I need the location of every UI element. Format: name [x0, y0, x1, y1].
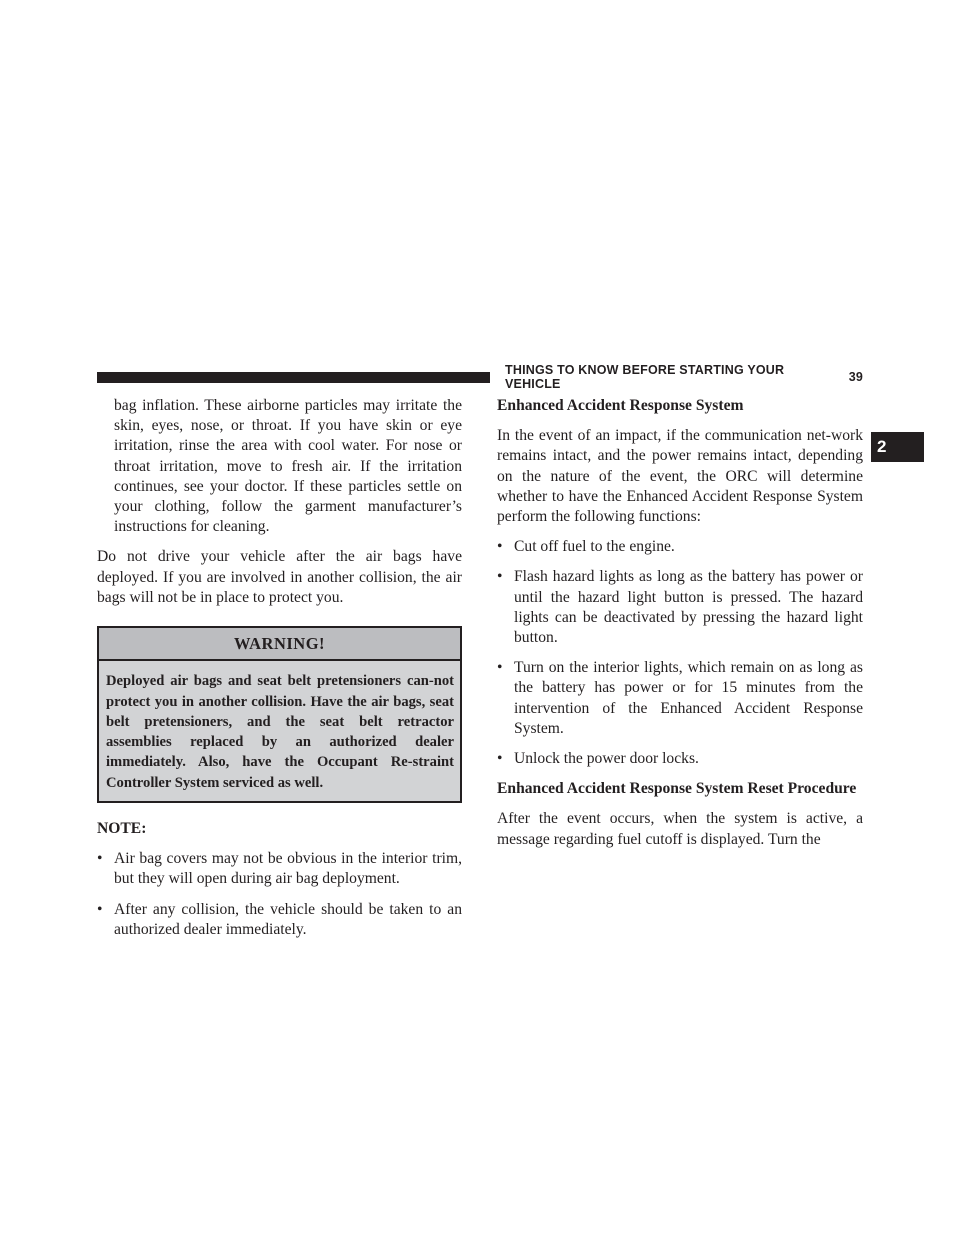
bullet-glyph: • — [497, 538, 503, 556]
continued-paragraph: bag inflation. These airborne particles may irritate the skin, eyes, nose, or throat. If you have skin or eye irritation, rinse the area with cool water. For nose or throat irritation, move to fresh air. If the irritation continues, see your doctor. If these particles settle on your clothing, follow the garment manufacturer’s instructions for cleaning. — [114, 397, 462, 536]
running-head — [497, 363, 863, 391]
function-bullet-text: Turn on the interior lights, which remain on as long as the battery has power or for 15 minutes from the intervention of the Enhanced Accident Response System. — [514, 659, 863, 737]
page-number: 39 — [839, 370, 863, 384]
note-bullet-text: Air bag covers may not be obvious in the interior trim, but they will open during air bag deployment. — [114, 850, 462, 888]
running-title: THINGS TO KNOW BEFORE STARTING YOUR VEHICLE — [497, 363, 839, 391]
section-heading: Enhanced Accident Response System — [497, 397, 744, 414]
bullet-glyph: • — [497, 659, 503, 677]
list-item — [497, 749, 863, 769]
paragraph: Do not drive your vehicle after the air bags have deployed. If you are involved in another collision, the air bags will not be in place to protect you. — [97, 548, 462, 606]
warning-title: WARNING! — [99, 628, 460, 661]
header-rule-left — [97, 372, 490, 383]
note-label: NOTE: — [97, 820, 147, 838]
list-item — [497, 567, 863, 648]
note-bullet-text: After any collision, the vehicle should be taken to an authorized dealer immediately. — [114, 900, 462, 938]
bullet-glyph: • — [497, 568, 503, 586]
right-column — [497, 396, 863, 860]
section-heading: Enhanced Accident Response System Reset Procedure — [497, 780, 857, 798]
list-item — [97, 849, 462, 889]
bullet-glyph: • — [97, 850, 103, 868]
bullet-glyph: • — [97, 900, 103, 918]
function-bullet-text: Flash hazard lights as long as the battery has power or until the hazard light button is pressed. The hazard lights can be deactivated by pressing the hazard light button. — [514, 568, 863, 647]
chapter-tab: 2 — [871, 432, 924, 462]
list-item — [497, 658, 863, 739]
warning-body: Deployed air bags and seat belt pretensioners can-not protect you in another collision. Have the air bags, seat belt pretensioners, and the seat belt retractor assemblies replaced by an authorized dealer immediately. Also, have the Occupant Re-straint Controller System serviced as well. — [106, 673, 454, 791]
list-item — [497, 537, 863, 557]
warning-box — [97, 626, 462, 803]
intro-paragraph: In the event of an impact, if the communication net-work remains intact, and the power remains intact, depending on the nature of the event, the ORC will determine whether to have the Enhanced Accident Response System perform the following functions: — [497, 427, 863, 526]
left-column — [97, 396, 462, 950]
list-item — [97, 900, 462, 940]
bullet-glyph: • — [497, 750, 503, 768]
function-bullet-text: Unlock the power door locks. — [514, 750, 699, 768]
function-bullet-text: Cut off fuel to the engine. — [514, 538, 675, 556]
closing-paragraph: After the event occurs, when the system is active, a message regarding fuel cutoff is displayed. Turn the — [497, 810, 863, 848]
